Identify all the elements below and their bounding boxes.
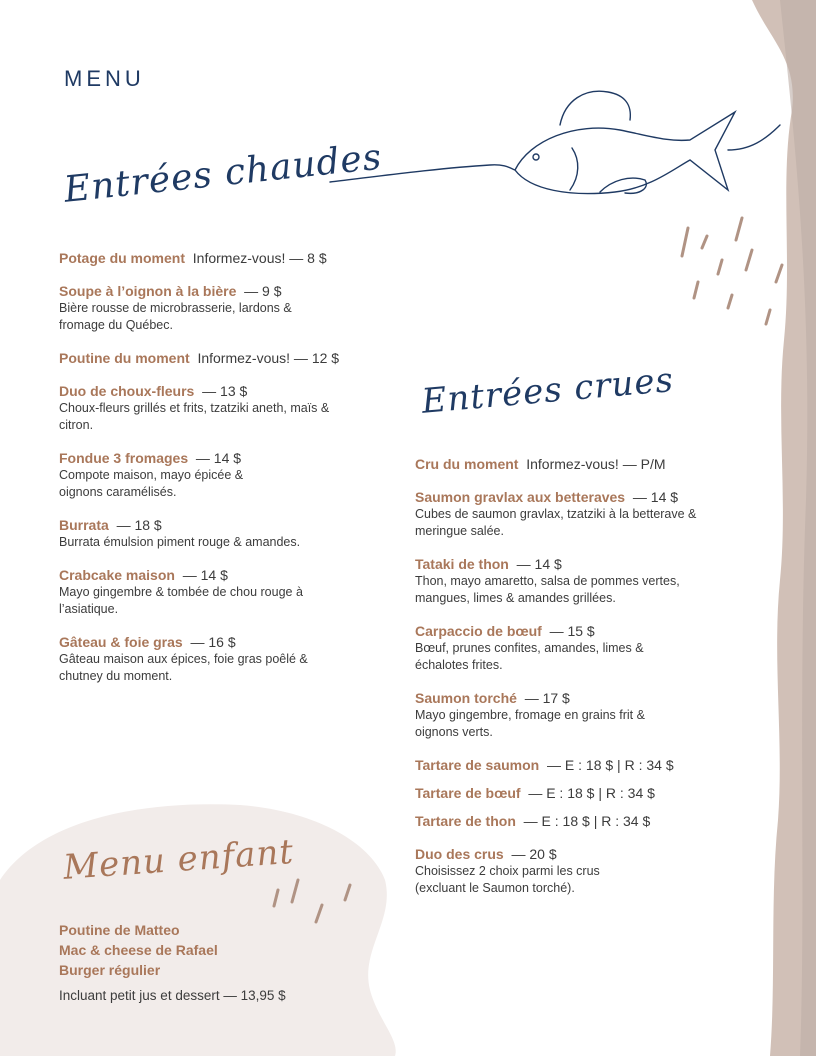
- menu-item: [59, 516, 389, 551]
- menu-item: [59, 249, 389, 267]
- item-price: — 14 $: [182, 567, 228, 583]
- menu-item: [415, 689, 750, 741]
- item-description: Choisissez 2 choix parmi les crus (excluant le Saumon torché).: [415, 864, 600, 895]
- item-price: — 15 $: [549, 623, 595, 639]
- item-description: Mayo gingembre, fromage en grains frit & oignons verts.: [415, 708, 645, 739]
- menu-item: [59, 449, 389, 501]
- menu-item: [59, 282, 389, 334]
- menu-item: [415, 845, 750, 897]
- item-price: — 14 $: [195, 450, 242, 466]
- item-name: Duo de choux-fleurs: [59, 383, 195, 399]
- item-description: Bœuf, prunes confites, amandes, limes & échalotes frites.: [415, 641, 644, 672]
- kids-menu: [59, 920, 359, 1003]
- kids-item: Poutine de Matteo: [59, 922, 180, 938]
- item-price: — E : 18 $ | R : 34 $: [528, 785, 655, 801]
- item-name: Gâteau & foie gras: [59, 634, 183, 650]
- item-name: Tartare de saumon: [415, 757, 540, 773]
- item-name: Saumon torché: [415, 690, 517, 706]
- item-price: — 17 $: [524, 690, 570, 706]
- item-price: — 14 $: [516, 556, 562, 572]
- item-price: Informez-vous! — 8 $: [192, 250, 327, 266]
- item-description: Compote maison, mayo épicée & oignons caramélisés.: [59, 468, 244, 499]
- item-description: Thon, mayo amaretto, salsa de pommes vertes, mangues, limes & amandes grillées.: [415, 574, 680, 605]
- item-price: — 9 $: [244, 283, 282, 299]
- item-name: Potage du moment: [59, 250, 186, 266]
- item-price: — E : 18 $ | R : 34 $: [547, 757, 674, 773]
- item-description: Burrata émulsion piment rouge & amandes.: [59, 535, 301, 549]
- item-price: — 13 $: [202, 383, 248, 399]
- menu-item: [415, 756, 750, 774]
- menu-item: [415, 555, 750, 607]
- item-name: Burrata: [59, 517, 109, 533]
- menu-item: [59, 633, 389, 685]
- item-price: Informez-vous! — P/M: [526, 456, 666, 472]
- item-price: — 16 $: [190, 634, 236, 650]
- item-price: Informez-vous! — 12 $: [197, 350, 340, 366]
- item-name: Poutine du moment: [59, 350, 190, 366]
- menu-item: [59, 566, 389, 618]
- menu-item: [415, 812, 750, 830]
- raw-items-list: [415, 455, 750, 912]
- item-description: Gâteau maison aux épices, foie gras poêlé & chutney du moment.: [59, 652, 308, 683]
- item-description: Cubes de saumon gravlax, tzatziki à la betterave & meringue salée.: [415, 507, 697, 538]
- menu-item: [415, 784, 750, 802]
- page-title: MENU: [64, 66, 145, 91]
- item-name: Duo des crus: [415, 846, 504, 862]
- kids-item: Burger régulier: [59, 962, 161, 978]
- item-price: — 20 $: [511, 846, 557, 862]
- item-name: Tartare de bœuf: [415, 785, 521, 801]
- menu-item: [415, 622, 750, 674]
- item-name: Soupe à l’oignon à la bière: [59, 283, 237, 299]
- section-title-hot: Entrées chaudes: [62, 136, 385, 211]
- section-title-raw: Entrées crues: [420, 359, 676, 422]
- item-description: Bière rousse de microbrasserie, lardons & fromage du Québec.: [59, 301, 292, 332]
- item-price: — E : 18 $ | R : 34 $: [523, 813, 651, 829]
- menu-item: [415, 488, 750, 540]
- item-description: Choux-fleurs grillés et frits, tzatziki aneth, maïs & citron.: [59, 401, 330, 432]
- item-description: Mayo gingembre & tombée de chou rouge à l’asiatique.: [59, 585, 303, 616]
- item-name: Tartare de thon: [415, 813, 516, 829]
- item-name: Carpaccio de bœuf: [415, 623, 542, 639]
- section-title-kids: Menu enfant: [62, 831, 296, 888]
- item-name: Fondue 3 fromages: [59, 450, 189, 466]
- menu-item: [59, 349, 389, 367]
- item-price: — 18 $: [116, 517, 162, 533]
- item-name: Cru du moment: [415, 456, 519, 472]
- item-name: Saumon gravlax aux betteraves: [415, 489, 626, 505]
- kids-item: Mac & cheese de Rafael: [59, 942, 218, 958]
- item-name: Crabcake maison: [59, 567, 175, 583]
- kids-note: Incluant petit jus et dessert — 13,95 $: [59, 988, 286, 1003]
- menu-item: [59, 382, 389, 434]
- item-price: — 14 $: [632, 489, 679, 505]
- item-name: Tataki de thon: [415, 556, 509, 572]
- hot-items-list: [59, 249, 389, 700]
- menu-item: [415, 455, 750, 473]
